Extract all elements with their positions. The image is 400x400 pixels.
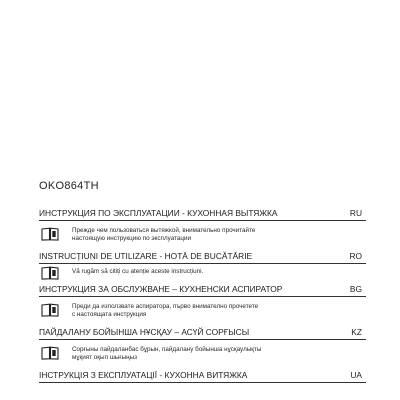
entry-title: ІНСТРУКЦІЯ З ЕКСПЛУАТАЦІЇ - КУХОННА ВИТЯЖКА <box>39 370 248 380</box>
entry-heading <box>39 249 366 264</box>
entry-body <box>39 221 366 249</box>
entry-heading <box>39 206 366 221</box>
language-entry-ru <box>39 206 366 249</box>
entry-note: Преди да използвате аспиратора, първо внимателно прочетете с настоящата инструкция <box>72 303 259 319</box>
entry-note: Сорғыны пайдаланбас бұрын, пайдалану бойынша нұсқаулықты мұқият оқып шығыңыз <box>72 346 262 362</box>
language-code: RU <box>349 208 362 218</box>
language-list <box>39 206 366 383</box>
language-code: KZ <box>351 327 362 337</box>
entry-title: ИНСТРУКЦИЯ ПО ЭКСПЛУАТАЦИИ - КУХОННАЯ ВЫТЯЖКА <box>39 208 278 218</box>
entry-title: INSTRUCȚIUNI DE UTILIZARE - HOTĂ DE BUCĂTĂRIE <box>39 251 253 261</box>
entry-heading <box>39 282 366 297</box>
entry-body <box>39 297 366 325</box>
language-code: BG <box>349 284 362 294</box>
open-book-icon <box>41 227 59 241</box>
open-book-icon <box>41 303 59 317</box>
language-entry-ua <box>39 368 366 383</box>
entry-note: Прежде чем пользоваться вытяжкой, внимательно прочитайте настоящую инструкцию по эксплуатации <box>72 227 256 243</box>
entry-title: ИНСТРУКЦИЯ ЗА ОБСЛУЖВАНЕ – КУХНЕНСКИ АСПИРАТОР <box>39 284 283 294</box>
language-entry-ro <box>39 249 366 282</box>
entry-note: Vă rugăm să citiți cu atenție aceste instrucțiuni. <box>72 268 204 275</box>
entry-title: ПАЙДАЛАНУ БОЙЫНША НҰСҚАУ – АСҮЙ СОРҒЫСЫ <box>39 327 250 337</box>
entry-heading <box>39 325 366 340</box>
open-book-icon <box>41 346 59 360</box>
entry-body <box>39 340 366 368</box>
open-book-icon <box>41 266 59 280</box>
language-code: RO <box>349 251 362 261</box>
language-entry-bg <box>39 282 366 325</box>
entry-body <box>39 264 366 282</box>
model-number: OKO864TH <box>39 180 99 192</box>
language-code: UA <box>350 370 362 380</box>
entry-heading <box>39 368 366 383</box>
language-entry-kz <box>39 325 366 368</box>
